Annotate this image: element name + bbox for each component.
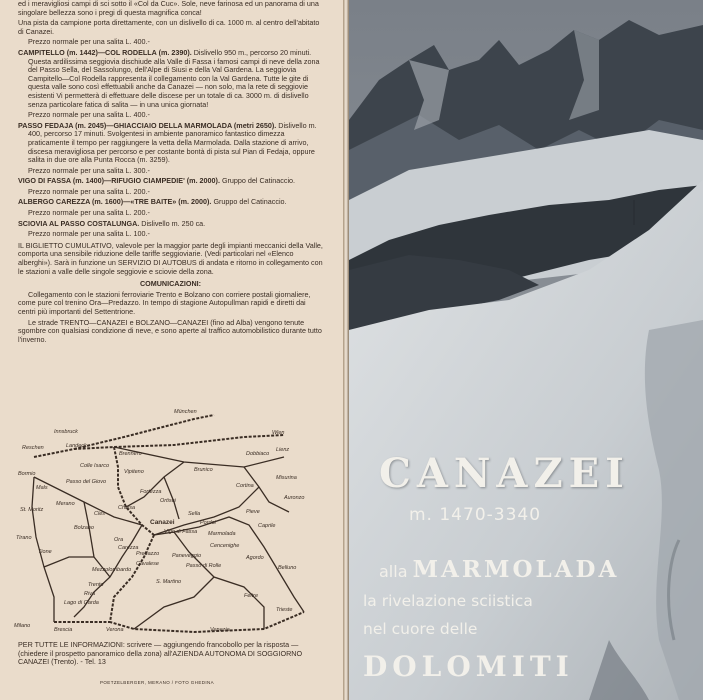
map-place-label: Cles <box>94 511 106 517</box>
map-place-label: Passo di Rolle <box>186 563 222 569</box>
map-place-label: Venezia <box>210 627 230 633</box>
map-place-label: Merano <box>56 501 75 507</box>
map-place-label: Carezza <box>118 545 139 551</box>
lift-entry-price: Prezzo normale per una salita L. 200.- <box>28 208 150 218</box>
cover-title: CANAZEI <box>379 450 630 497</box>
map-place-label: Reschen <box>22 445 44 451</box>
lift-entry <box>18 122 323 165</box>
map-place-label: Dobbiaco <box>246 451 270 457</box>
map-place-label: Mezzolombardo <box>92 567 132 573</box>
lift-entry-body: Dislivello m. 400, percorso 17 minuti. Svolgentesi in ambiente panoramico fantastico dimezza praticamente il tempo per raggiungere la vetta della Marmolada. Dalla stazione di arrivo, discesa meravigliosa per percorso e per costante bontà di pista sul Pian di Fedaja, oppure salita in due ore alla Punta Rocca (m. 3259). <box>28 120 317 165</box>
lift-entry-price: Prezzo normale per una salita L. 100.- <box>28 229 150 239</box>
map-place-label: Misurina <box>276 475 297 481</box>
map-place-label: Brunico <box>194 467 213 473</box>
map-place-label: Belluno <box>278 565 297 571</box>
map-place-label: Tirano <box>16 535 32 541</box>
map-place-label: Bolzano <box>74 525 94 531</box>
map-place-label: Ortisei <box>160 498 176 504</box>
map-place-label: Milano <box>14 623 31 629</box>
map-place-label: Predazzo <box>136 551 160 557</box>
route-map <box>14 407 314 637</box>
map-place-label: Marmolada <box>208 531 236 537</box>
lift-entry-title: CAMPITELLO (m. 1442)—COL RODELLA (m. 2390). <box>18 47 192 57</box>
map-place-label: Innsbruck <box>54 429 78 435</box>
map-place-label: Lago di Garda <box>64 600 99 606</box>
map-place-label: Wien <box>272 430 285 436</box>
map-place-label: Trieste <box>276 607 293 613</box>
cumulative-ticket-text: IL BIGLIETTO CUMULATIVO, valevole per la maggior parte degli impianti meccanici della Valle, comporta una sensibile riduzione delle tariffe seggioviarie. (Vedi particolari nel «Elenco alberghi»). Sarà in funzione un SERVIZIO DI AUTOBUS di andata e ritorno in collegamento con le stazioni a valle delle singole seggiovie e sciovie della zona. <box>18 240 323 276</box>
cover-panel <box>349 0 703 700</box>
lift-entry-title: ALBERGO CAREZZA (m. 1600)—«TRE BAITE» (m. 2000). <box>18 197 212 207</box>
lift-entry-body: Gruppo del Catinaccio. <box>213 197 287 207</box>
cover-subtitle-name: MARMOLADA <box>412 556 620 583</box>
map-place-label: Brescia <box>54 627 73 633</box>
lift-entry <box>18 198 323 207</box>
map-place-label: Lienz <box>276 447 290 453</box>
communications-text: Le strade TRENTO—CANAZEI e BOLZANO—CANAZEI (fino ad Alba) vengono tenute sgombre con qualsiasi condizione di neve, e sono aperte al traffico automobilistico durante tutto l'inverno. <box>18 317 322 344</box>
map-place-label: S. Martino <box>156 579 182 585</box>
map-place-label: Cortina <box>236 483 254 489</box>
cover-subtitle-marmolada <box>379 556 619 583</box>
info-panel <box>0 0 345 700</box>
map-place-label: Verona <box>106 627 124 633</box>
info-text <box>18 0 323 346</box>
cover-region: DOLOMITI <box>363 650 574 683</box>
map-place-label: Pordoi <box>200 520 216 526</box>
map-place-label: Brennero <box>119 451 142 457</box>
printer-credit: POETZELBERGER, MERANO / FOTO GHEDINA <box>100 680 215 685</box>
map-place-label: Fortezza <box>140 489 162 495</box>
map-place-label: Caprile <box>258 523 276 529</box>
map-place-label: Trento <box>88 582 104 588</box>
lift-entry-body: Dislivello 950 m., percorso 20 minuti. Questa ardilissima seggiovia dischiude alla Valle di Fassa i famosi campi di neve della zona del Passo Sella, del Sassolungo, dell'Alpe di Siusi e della Val Gardena. La seggiovia Campitello—Col Rodella rappresenta il collegamento con la Val Gardena. Tutte le gite di questa valle sono così effettuabili anche da Canazei — non solo, ma la rete di seggiovie esistenti Vi permetterà di effettuare delle discese per un totale di ca. 3000 m. di dislivello senza particolare fatica di salita — in una unica giornata! <box>28 47 320 109</box>
lift-entry-body: Gruppo del Catinaccio. <box>221 176 296 186</box>
map-place-label: Ora <box>114 537 124 543</box>
map-place-label: Canazei <box>150 519 175 526</box>
map-place-label: Sella <box>188 511 201 517</box>
map-place-label: München <box>174 409 197 415</box>
map-place-label: St. Moritz <box>20 507 44 513</box>
lift-entry <box>18 220 323 229</box>
map-place-label: Vipiteno <box>124 469 144 475</box>
intro-price: Prezzo normale per una salita L. 400.- <box>28 37 150 47</box>
lift-entry-price: Prezzo normale per una salita L. 400.- <box>28 110 150 120</box>
intro-paragraph: Una pista da campione porta direttamente, con un dislivello di ca. 1000 m. al centro dell'abitato di Canazei. <box>18 18 320 36</box>
cover-altitude: m. 1470-3340 <box>409 505 542 525</box>
map-place-label: Tione <box>38 549 52 555</box>
map-place-label: Passo del Giovo <box>66 479 107 485</box>
map-place-label: Agordo <box>246 555 264 561</box>
lift-entry <box>18 177 323 186</box>
lift-entry-title: VIGO DI FASSA (m. 1400)—RIFUGIO CIAMPEDIE' (m. 2000). <box>18 176 220 186</box>
map-place-label: Landeck <box>66 443 87 449</box>
cover-tagline: nel cuore delle <box>363 620 478 638</box>
map-place-label: Chiusa <box>118 505 136 511</box>
cover-subtitle-prefix: alla <box>379 562 408 581</box>
cover-tagline: la rivelazione sciistica <box>363 592 533 610</box>
map-place-label: Feltre <box>244 593 259 599</box>
map-place-label: Auronzo <box>284 495 305 501</box>
map-place-label: Vigo di Fassa <box>164 529 198 535</box>
map-place-label: Cencenighe <box>210 543 240 549</box>
lift-entry-title: SCIOVIA AL PASSO COSTALUNGA. <box>18 218 140 228</box>
lift-entry <box>18 49 323 109</box>
map-place-label: Paneveggio <box>172 553 202 559</box>
map-place-label: Riva <box>84 591 96 597</box>
map-place-label: Cavalese <box>136 561 159 567</box>
intro-paragraph: ed i meravigliosi campi di sci sotto il «Col da Cuc». Sole, neve farinosa ed un panorama di una singolare bellezza sono i pregi di questa magnifica conca! <box>18 0 319 17</box>
communications-heading: COMUNICAZIONI: <box>139 279 202 289</box>
lift-entry-body: Dislivello m. 250 ca. <box>141 218 206 228</box>
map-place-label: Bormio <box>18 471 36 477</box>
lift-entry-price: Prezzo normale per una salita L. 200.- <box>28 186 150 196</box>
contact-info: PER TUTTE LE INFORMAZIONI: scrivere — aggiungendo francobollo per la risposta — (chiedere il prospetto panoramico della zona) all'AZIENDA AUTONOMA DI SOGGIORNO CANAZEI (Trento). - Tel. 13 <box>18 640 303 667</box>
communications-text: Collegamento con le stazioni ferroviarie Trento e Bolzano con corriere postali giornaliere, come pure col trenino Ora—Predazzo. In tempo di stagione Autopullman rapidi e diretti dai centri più importanti del Settentrione. <box>18 289 311 316</box>
lift-entry-title: PASSO FEDAJA (m. 2045)—GHIACCIAIO DELLA MARMOLADA (metri 2650). <box>18 120 277 130</box>
map-place-label: Pieve <box>246 509 260 515</box>
map-place-label: Colle Isarco <box>80 463 110 469</box>
lift-entry-price: Prezzo normale per una salita L. 300.- <box>28 165 150 175</box>
map-place-label: Mals <box>36 485 48 491</box>
